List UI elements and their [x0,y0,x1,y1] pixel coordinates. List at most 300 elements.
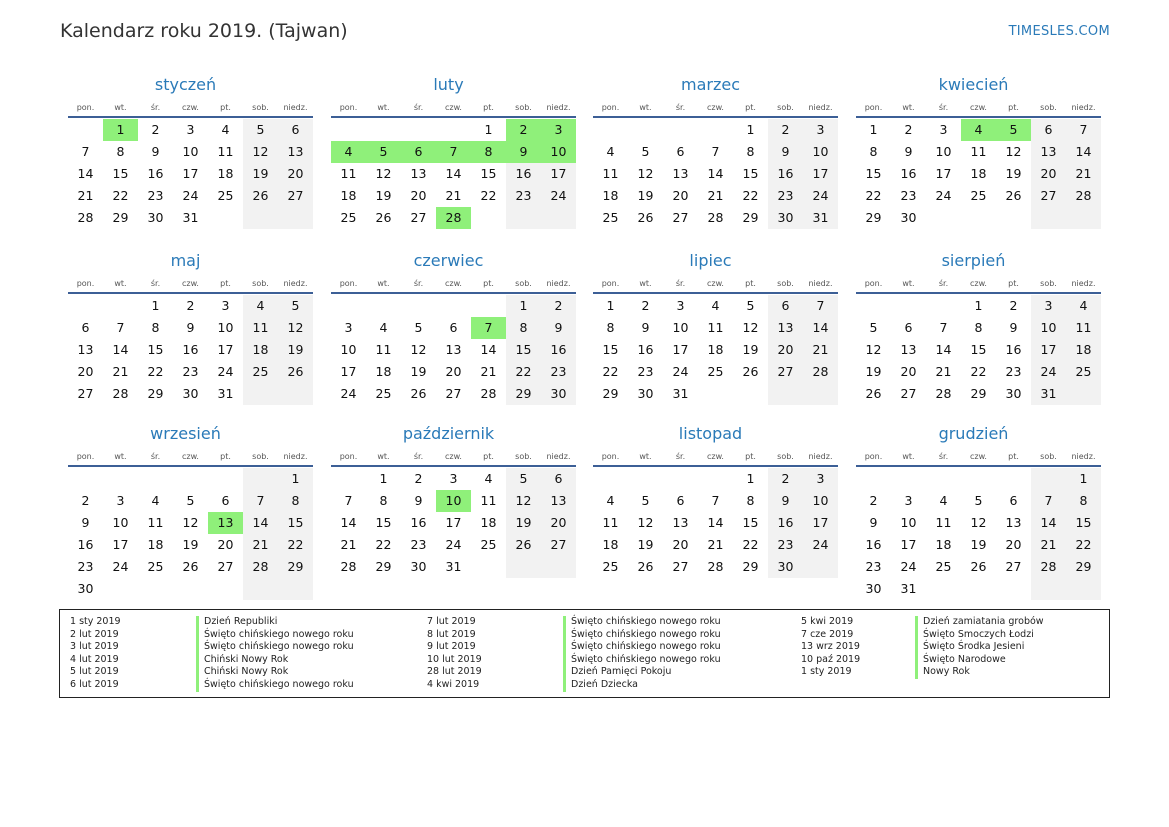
day-cell: 9 [151,144,160,159]
month-name: sierpień [941,251,1006,270]
day-cell: 27 [541,534,576,556]
month-name: październik [402,424,495,443]
day-cell: 3 [676,298,685,313]
day-cell: 6 [278,119,313,141]
month-name: grudzień [938,424,1009,443]
day-cell: 9 [904,144,913,159]
day-cell: 18 [340,188,357,203]
month-name: maj [170,251,201,270]
day-cell: 5 [974,493,983,508]
legend-holiday-name: Dzień zamiatania grobów [915,616,1044,629]
day-cell: 30 [865,581,882,596]
day-cell: 4 [221,122,230,137]
day-cell: 15 [147,342,164,357]
day-cell: 23 [182,364,199,379]
weekday-label: wt. [902,102,915,112]
day-cell: 3 [116,493,125,508]
day-cell: 23 [768,185,803,207]
day-cell: 10 [182,144,199,159]
empty-cell [996,468,1031,490]
weekday-label: niedz. [1071,451,1096,461]
empty-cell [506,556,541,578]
weekday-label: pt. [483,102,494,112]
legend-dates-col [70,616,121,692]
legend-date: 5 kwi 2019 [801,616,854,627]
day-cell: 6 [768,295,803,317]
empty-cell [401,295,436,317]
day-cell: 12 [375,166,392,181]
day-cell: 27 [768,361,803,383]
day-cell: 13 [1005,515,1022,530]
day-cell: 17 [541,163,576,185]
weekday-label: czw. [445,102,462,112]
day-cell: 9 [768,141,803,163]
weekday-label: niedz. [546,451,571,461]
day-cell: 9 [414,493,423,508]
day-cell: 28 [1031,556,1066,578]
legend-date: 6 lut 2019 [70,678,119,690]
weekday-label: pt. [745,102,756,112]
weekday-label: sob. [252,278,269,288]
day-cell: 27 [217,559,234,574]
day-cell: 9 [541,317,576,339]
day-cell: 29 [1066,556,1101,578]
day-cell: 2 [506,119,541,141]
day-cell: 31 [445,559,462,574]
weekday-label: pt. [1008,278,1019,288]
weekday-label: pon. [601,102,620,112]
day-cell: 17 [672,342,689,357]
day-cell: 22 [970,364,987,379]
empty-cell [593,119,628,141]
empty-cell [1031,578,1066,600]
day-cell: 8 [116,144,125,159]
weekday-label: śr. [413,451,424,461]
day-cell: 24 [182,188,199,203]
weekday-label: śr. [413,102,424,112]
day-cell: 16 [768,512,803,534]
day-cell: 28 [480,386,497,401]
day-cell: 12 [637,166,654,181]
weekday-label: śr. [150,451,161,461]
weekday-header [331,447,576,467]
day-cell: 16 [1005,342,1022,357]
day-cell: 6 [81,320,90,335]
day-cell: 1 [278,468,313,490]
holiday-legend [59,609,1110,698]
weekday-label: sob. [1040,102,1057,112]
day-cell: 7 [81,144,90,159]
empty-cell [436,295,471,317]
legend-date: 10 lut 2019 [427,653,482,665]
day-cell: 24 [340,386,357,401]
day-cell: 10 [1031,317,1066,339]
day-cell: 17 [340,364,357,379]
day-cell: 10 [541,141,576,163]
legend-date: 8 lut 2019 [427,628,476,640]
day-cell: 4 [606,144,615,159]
day-cell: 25 [340,210,357,225]
weekday-label: sob. [777,451,794,461]
day-cell: 23 [77,559,94,574]
weekday-header [593,98,838,118]
day-cell: 8 [974,320,983,335]
weekday-label: śr. [150,278,161,288]
day-cell: 27 [1031,185,1066,207]
day-cell: 26 [742,364,759,379]
day-cell: 14 [803,317,838,339]
day-cell: 6 [676,493,685,508]
empty-cell [401,119,436,141]
day-cell: 14 [707,166,724,181]
day-cell: 8 [869,144,878,159]
day-cell: 24 [803,534,838,556]
legend-date: 1 sty 2019 [801,666,852,678]
empty-cell [471,556,506,578]
day-cell: 9 [81,515,90,530]
empty-cell [856,295,891,317]
day-cell: 21 [707,188,724,203]
day-cell: 5 [996,119,1031,141]
day-cell: 25 [707,364,724,379]
empty-cell [663,119,698,141]
day-cell: 24 [541,185,576,207]
weekday-label: pt. [745,278,756,288]
day-cell: 3 [904,493,913,508]
day-cell: 1 [1066,468,1101,490]
day-cell: 8 [746,493,755,508]
day-cell: 20 [541,512,576,534]
day-cell: 27 [672,559,689,574]
empty-cell [891,295,926,317]
day-cell: 26 [243,185,278,207]
month-11 [593,423,838,578]
day-cell: 12 [410,342,427,357]
day-cell: 14 [77,166,94,181]
legend-holiday-name: Święto Narodowe [915,654,1044,667]
month-8 [856,250,1101,405]
day-cell: 11 [147,515,164,530]
legend-holiday-name: Dzień Pamięci Pokoju [563,666,721,679]
month-name: wrzesień [150,424,221,443]
day-cell: 15 [375,515,392,530]
day-cell: 12 [243,141,278,163]
weekday-label: czw. [707,451,724,461]
day-cell: 30 [768,207,803,229]
day-cell: 7 [711,493,720,508]
day-cell: 11 [1066,317,1101,339]
weekday-label: sob. [252,451,269,461]
day-cell: 24 [935,188,952,203]
day-cell: 7 [711,144,720,159]
day-cell: 10 [672,320,689,335]
day-cell: 2 [186,298,195,313]
weekday-label: czw. [970,102,987,112]
day-cell: 22 [742,537,759,552]
day-cell: 31 [182,210,199,225]
day-grid [331,468,576,578]
weekday-label: śr. [938,278,949,288]
day-cell: 18 [707,342,724,357]
day-cell: 22 [375,537,392,552]
day-cell: 5 [243,119,278,141]
empty-cell [278,578,313,600]
day-cell: 10 [112,515,129,530]
month-name: lipiec [689,251,732,270]
day-cell: 9 [641,320,650,335]
legend-holiday-name: Chiński Nowy Rok [196,654,354,667]
legend-holiday-name: Święto chińskiego nowego roku [563,616,721,629]
day-cell: 5 [746,298,755,313]
day-cell: 20 [768,339,803,361]
day-cell: 23 [541,361,576,383]
day-grid [331,295,576,405]
month-name: kwiecień [938,75,1009,94]
day-cell: 16 [410,515,427,530]
day-cell: 25 [935,559,952,574]
empty-cell [1031,468,1066,490]
weekday-header [856,447,1101,467]
day-cell: 3 [803,119,838,141]
weekday-label: śr. [150,102,161,112]
day-cell: 5 [506,468,541,490]
empty-cell [243,383,278,405]
weekday-label: pon. [864,102,883,112]
weekday-label: pon. [601,451,620,461]
day-cell: 16 [541,339,576,361]
day-cell: 21 [243,534,278,556]
day-cell: 15 [970,342,987,357]
day-cell: 16 [77,537,94,552]
weekday-header [331,98,576,118]
day-cell: 8 [506,317,541,339]
weekday-label: sob. [1040,278,1057,288]
day-cell: 18 [602,188,619,203]
weekday-label: pon. [339,102,358,112]
empty-cell [803,383,838,405]
day-cell: 14 [243,512,278,534]
day-cell: 19 [410,364,427,379]
day-cell: 8 [379,493,388,508]
day-cell: 18 [147,537,164,552]
legend-date: 13 wrz 2019 [801,641,860,653]
day-cell: 28 [243,556,278,578]
day-cell: 5 [414,320,423,335]
day-cell: 6 [401,141,436,163]
weekday-label: czw. [182,278,199,288]
day-cell: 18 [480,515,497,530]
empty-cell [436,119,471,141]
day-cell: 21 [77,188,94,203]
month-name: styczeń [154,75,217,94]
weekday-label: śr. [413,278,424,288]
weekday-header [68,98,313,118]
day-cell: 6 [904,320,913,335]
legend-holiday-name: Święto Smoczych Łodzi [915,629,1044,642]
day-cell: 4 [243,295,278,317]
day-cell: 1 [746,471,755,486]
day-cell: 27 [410,210,427,225]
day-cell: 14 [340,515,357,530]
empty-cell [471,295,506,317]
day-cell: 16 [182,342,199,357]
empty-cell [961,578,996,600]
day-cell: 18 [1066,339,1101,361]
legend-holiday-name: Święto Środka Jesieni [915,641,1044,654]
day-cell: 16 [900,166,917,181]
day-cell: 3 [344,320,353,335]
day-cell: 28 [436,207,471,229]
day-cell: 4 [379,320,388,335]
weekday-label: wt. [377,278,390,288]
weekday-label: pt. [1008,102,1019,112]
legend-date: 1 sty 2019 [70,616,121,627]
day-cell: 9 [506,141,541,163]
day-cell: 20 [410,188,427,203]
day-cell: 20 [900,364,917,379]
day-cell: 23 [410,537,427,552]
day-cell: 16 [506,163,541,185]
day-cell: 15 [1066,512,1101,534]
day-cell: 21 [480,364,497,379]
legend-date: 2 lut 2019 [70,628,119,640]
day-cell: 25 [602,559,619,574]
weekday-label: sob. [777,102,794,112]
day-cell: 7 [243,490,278,512]
day-cell: 13 [900,342,917,357]
empty-cell [331,295,366,317]
day-cell: 1 [484,122,493,137]
day-cell: 2 [414,471,423,486]
day-cell: 18 [602,537,619,552]
weekday-label: pt. [483,278,494,288]
day-cell: 2 [81,493,90,508]
day-cell: 15 [742,515,759,530]
day-cell: 29 [375,559,392,574]
month-7 [593,250,838,405]
day-cell: 19 [506,512,541,534]
empty-cell [278,383,313,405]
day-grid [856,119,1101,229]
legend-date: 3 lut 2019 [70,641,119,653]
weekday-label: czw. [445,451,462,461]
day-cell: 23 [768,534,803,556]
day-cell: 11 [340,166,357,181]
day-cell: 4 [331,141,366,163]
month-9 [68,423,313,600]
day-cell: 29 [970,386,987,401]
day-cell: 28 [707,559,724,574]
weekday-label: wt. [902,451,915,461]
day-cell: 20 [672,537,689,552]
day-cell: 19 [865,364,882,379]
weekday-label: pt. [745,451,756,461]
month-3 [593,74,838,229]
day-cell: 19 [742,342,759,357]
weekday-label: śr. [675,102,686,112]
day-grid [68,295,313,405]
weekday-label: czw. [182,451,199,461]
empty-cell [926,468,961,490]
day-cell: 10 [935,144,952,159]
day-cell: 25 [1066,361,1101,383]
day-cell: 7 [436,141,471,163]
legend-date: 4 lut 2019 [70,653,119,665]
empty-cell [103,468,138,490]
day-cell: 7 [939,320,948,335]
legend-names-col [563,616,721,692]
weekday-header [68,274,313,294]
empty-cell [1066,578,1101,600]
day-cell: 31 [672,386,689,401]
day-cell: 9 [1009,320,1018,335]
empty-cell [628,468,663,490]
day-cell: 16 [147,166,164,181]
empty-cell [891,468,926,490]
day-cell: 2 [869,493,878,508]
empty-cell [926,295,961,317]
weekday-label: niedz. [1071,102,1096,112]
empty-cell [926,207,961,229]
empty-cell [173,578,208,600]
day-cell: 14 [112,342,129,357]
day-cell: 9 [869,515,878,530]
day-cell: 30 [541,383,576,405]
empty-cell [243,207,278,229]
day-cell: 27 [1005,559,1022,574]
empty-cell [698,383,733,405]
day-cell: 1 [974,298,983,313]
legend-names-col [196,616,354,692]
day-cell: 13 [410,166,427,181]
day-cell: 17 [1031,339,1066,361]
empty-cell [996,207,1031,229]
day-cell: 13 [672,166,689,181]
day-cell: 1 [746,122,755,137]
day-cell: 12 [742,320,759,335]
weekday-label: wt. [902,278,915,288]
weekday-label: śr. [938,451,949,461]
day-cell: 13 [1031,141,1066,163]
day-cell: 2 [1009,298,1018,313]
month-1 [68,74,313,229]
day-cell: 18 [217,166,234,181]
empty-cell [208,578,243,600]
day-cell: 23 [1005,364,1022,379]
day-cell: 4 [606,493,615,508]
weekday-label: pt. [220,102,231,112]
empty-cell [278,207,313,229]
day-cell: 11 [602,166,619,181]
day-cell: 25 [217,188,234,203]
day-cell: 14 [707,515,724,530]
day-cell: 30 [410,559,427,574]
day-cell: 28 [803,361,838,383]
weekday-label: wt. [377,451,390,461]
day-cell: 19 [375,188,392,203]
day-cell: 30 [900,210,917,225]
day-cell: 15 [480,166,497,181]
legend-holiday-name: Święto chińskiego nowego roku [563,629,721,642]
weekday-label: pon. [601,278,620,288]
day-cell: 23 [900,188,917,203]
legend-date: 5 lut 2019 [70,666,119,678]
day-cell: 5 [869,320,878,335]
site-link[interactable]: TIMESLES.COM [1008,24,1110,39]
weekday-label: czw. [970,278,987,288]
day-cell: 31 [1031,383,1066,405]
day-cell: 5 [366,141,401,163]
